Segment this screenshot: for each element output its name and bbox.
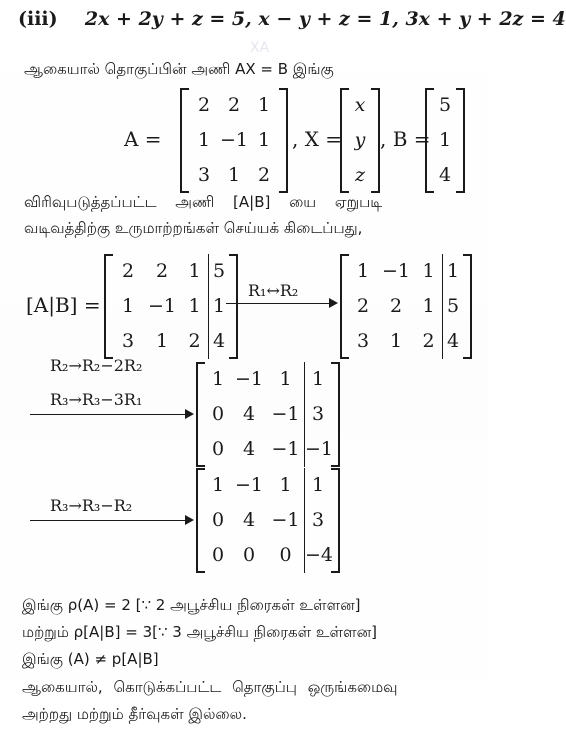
right-bracket [279,88,288,193]
matrix-cell: −1 [267,397,305,432]
matrix-cell: 1 [211,368,225,390]
label-X: , X = [292,127,343,151]
matrix-cell: 2 [415,324,443,359]
problem-label: (iii) [18,8,58,30]
matrix-cell: −1 [147,295,176,317]
right-bracket [331,468,340,573]
left-bracket [340,254,349,359]
matrix-cell: 2 [155,260,169,282]
matrix-cell: 1 [257,94,271,116]
matrix-cell: 1 [211,474,225,496]
right-bracket [229,254,238,359]
bleed-through-text: XA [250,40,270,56]
matrix-X [340,88,380,193]
matrix-cell: 1 [155,330,169,352]
matrix-cell: 1 [267,468,305,503]
matrix-cell: 1 [257,129,271,151]
matrix-cell: 5 [212,260,226,282]
matrix-cell: 1 [121,295,135,317]
matrix-cell: −1 [305,438,334,460]
matrix-cell: −4 [305,544,334,566]
augmented-label: [A|B] = [26,293,101,317]
augmented-matrix-step3 [196,468,340,573]
matrix-cell: 2 [227,94,241,116]
matrix-cell: −1 [267,432,305,467]
matrix-cell: 2 [389,295,403,317]
conclusion-line-3: இங்கு (A) ≠ p[A|B] [22,650,159,668]
augmented-matrix-step2 [196,362,340,467]
matrix-cell: −1 [267,503,305,538]
augmented-intro-line-2: வடிவத்திற்கு உருமாற்றங்கள் செய்யக் கிடைப்பது, [24,219,363,237]
matrix-cell: 3 [197,164,211,186]
right-bracket [371,88,380,193]
matrix-cell: 1 [356,260,370,282]
matrix-cell: 2 [181,324,209,359]
matrix-cell: 1 [389,330,403,352]
augmented-matrix-step1 [340,254,472,359]
matrix-cell: 3 [311,403,325,425]
problem-heading [18,8,566,30]
left-bracket [104,254,113,359]
left-bracket [425,88,434,193]
conclusion-line-4: ஆகையால், கொடுக்கப்பட்ட தொகுப்பு ஒருங்கமைவு [22,678,398,696]
matrix-cell: 0 [267,538,305,573]
matrix-cell: 1 [181,289,209,324]
matrix-cell: 5 [446,295,460,317]
matrix-cell: 3 [356,330,370,352]
matrix-A [180,88,288,193]
matrix-cell: 1 [197,129,211,151]
arrow-1 [226,303,330,304]
left-bracket [180,88,189,193]
op-r2: R₂→R₂−2R₂ [50,356,143,375]
conclusion-line-2: மற்றும் ρ[A|B] = 3[∵ 3 அபூச்சிய நிரைகள் உள்ளன] [22,623,377,641]
matrix-cell: z [354,164,365,186]
matrix-cell: y [354,129,366,151]
matrix-cell: 2 [121,260,135,282]
matrix-cell: 1 [415,254,443,289]
right-bracket [331,362,340,467]
augmented-intro-line-1: விரிவுபடுத்தப்பட்ட அணி [A|B] யை ஏறுபடி [24,193,383,211]
augmented-matrix-initial [104,254,238,359]
matrix-cell: −1 [234,474,263,496]
matrix-cell: 1 [181,254,209,289]
op-r3: R₃→R₃−3R₁ [50,390,143,409]
matrix-cell: 2 [356,295,370,317]
matrix-cell: 1 [446,260,460,282]
matrix-cell: 0 [211,544,225,566]
matrix-cell: 3 [311,509,325,531]
matrix-cell: x [354,94,366,116]
matrix-cell: 1 [212,295,226,317]
matrix-cell: 2 [257,164,271,186]
matrix-cell: 1 [267,362,305,397]
right-bracket [463,254,472,359]
matrix-cell: 4 [212,330,226,352]
arrow-3 [30,520,186,521]
matrix-cell: 1 [438,129,452,151]
label-B: , B = [380,127,431,151]
arrow-1-head [329,298,338,308]
matrix-cell: 1 [311,368,325,390]
matrix-cell: −1 [219,129,248,151]
matrix-cell: −1 [234,368,263,390]
matrix-cell: 0 [211,438,225,460]
matrix-cell: 0 [242,544,256,566]
matrix-cell: 2 [197,94,211,116]
matrix-form-line: ஆகையால் தொகுப்பின் அணி AX = B இங்கு [24,60,334,78]
matrix-cell: 5 [438,94,452,116]
conclusion-line-5: அற்றது மற்றும் தீர்வுகள் இல்லை. [22,705,247,723]
matrix-cell: −1 [381,260,410,282]
matrix-cell: 4 [446,330,460,352]
matrix-cell: 4 [242,509,256,531]
matrix-cell: 0 [211,403,225,425]
arrow-2 [30,414,186,415]
conclusion-line-1: இங்கு ρ(A) = 2 [∵ 2 அபூச்சிய நிரைகள் உள்ளன] [22,596,361,614]
matrix-cell: 4 [242,438,256,460]
matrix-cell: 0 [211,509,225,531]
matrix-cell: 4 [438,164,452,186]
matrix-B [425,88,465,193]
label-A: A = [124,127,162,151]
left-bracket [196,468,205,573]
matrix-cell: 4 [242,403,256,425]
op-r3-minus-r2: R₃→R₃−R₂ [50,496,133,515]
matrix-cell: 1 [415,289,443,324]
system-equations: 2x + 2y + z = 5, x − y + z = 1, 3x + y + 2z = 4 [84,8,566,30]
matrix-cell: 1 [227,164,241,186]
matrix-cell: 1 [311,474,325,496]
matrix-cell: 3 [121,330,135,352]
op-swap-r1-r2: R₁↔R₂ [248,281,299,300]
arrow-3-head [185,515,194,525]
right-bracket [456,88,465,193]
left-bracket [196,362,205,467]
arrow-2-head [185,409,194,419]
left-bracket [340,88,349,193]
